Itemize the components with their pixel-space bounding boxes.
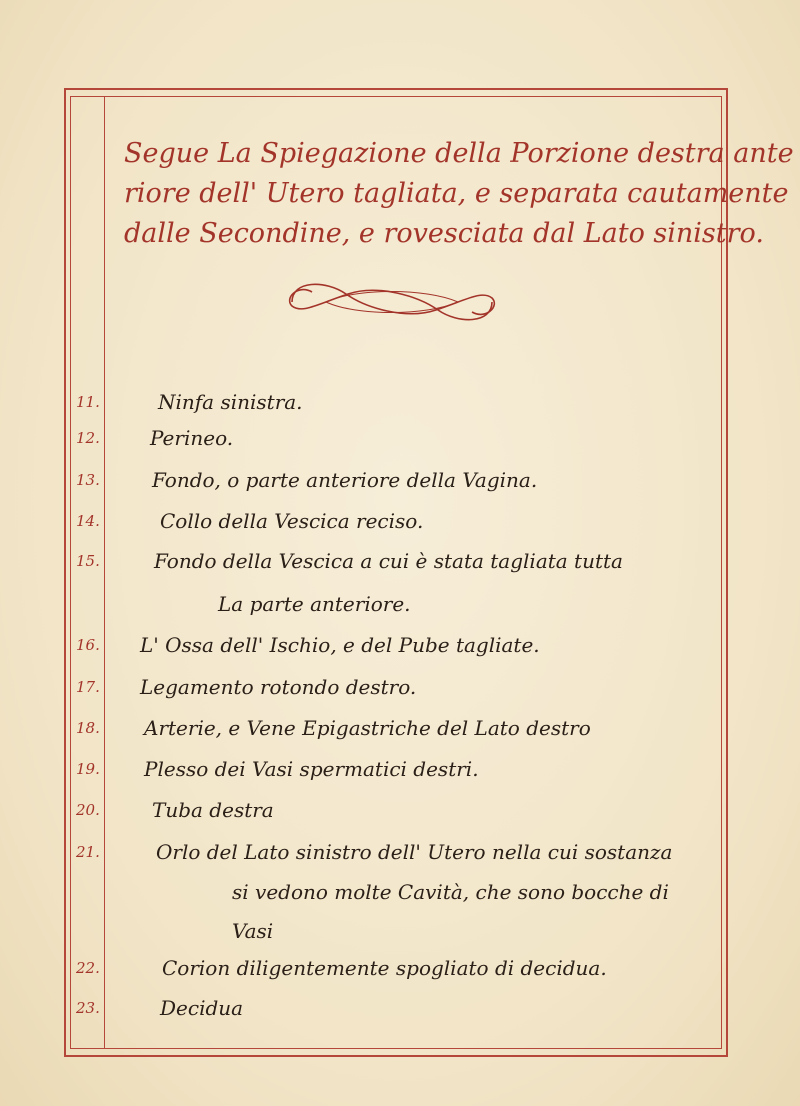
item-number: 23.: [76, 999, 100, 1017]
item-text: Perineo.: [150, 426, 234, 450]
item-text: Decidua: [160, 996, 244, 1020]
item-text-continuation: La parte anteriore.: [218, 592, 411, 616]
title-line-3: dalle Secondine, e rovesciata dal Lato sinistro.: [124, 218, 764, 249]
list-item: [0, 384, 800, 420]
list-item: [0, 543, 800, 579]
item-number: 22.: [76, 959, 100, 977]
title-line-1: Segue La Spiegazione della Porzione destra ante: [124, 138, 794, 169]
item-number: 13.: [76, 471, 100, 489]
list-item-continuation: [0, 586, 800, 622]
list-item-continuation: [0, 874, 800, 910]
list-item: [0, 462, 800, 498]
item-text: Legamento rotondo destro.: [140, 675, 417, 699]
list-item: [0, 834, 800, 870]
item-number: 16.: [76, 636, 100, 654]
item-number: 17.: [76, 678, 100, 696]
list-item: [0, 950, 800, 986]
item-text: Tuba destra: [152, 798, 274, 822]
item-number: 14.: [76, 512, 100, 530]
item-text-continuation: si vedono molte Cavità, che sono bocche di: [232, 880, 669, 904]
page-title: [124, 134, 794, 254]
item-number: 20.: [76, 801, 100, 819]
list-item: [0, 627, 800, 663]
item-number: 12.: [76, 429, 100, 447]
item-text: Orlo del Lato sinistro dell' Utero nella cui sostanza: [156, 840, 673, 864]
list-item: [0, 710, 800, 746]
item-text: Plesso dei Vasi spermatici destri.: [144, 757, 479, 781]
list-item: [0, 503, 800, 539]
item-text: Corion diligentemente spogliato di decidua.: [162, 956, 607, 980]
item-number: 18.: [76, 719, 100, 737]
item-text-continuation: Vasi: [232, 919, 274, 943]
item-text: Collo della Vescica reciso.: [160, 509, 424, 533]
flourish-ornament: [286, 272, 498, 332]
item-text: Arterie, e Vene Epigastriche del Lato destro: [144, 716, 591, 740]
list-item: [0, 990, 800, 1026]
item-number: 21.: [76, 843, 100, 861]
item-number: 19.: [76, 760, 100, 778]
list-item: [0, 669, 800, 705]
list-item: [0, 792, 800, 828]
item-text: Fondo della Vescica a cui è stata tagliata tutta: [154, 549, 623, 573]
list-item: [0, 751, 800, 787]
item-number: 15.: [76, 552, 100, 570]
list-item-continuation: [0, 913, 800, 949]
item-text: Fondo, o parte anteriore della Vagina.: [152, 468, 538, 492]
title-line-2: riore dell' Utero tagliata, e separata cautamente: [124, 178, 789, 209]
item-text: Ninfa sinistra.: [158, 390, 303, 414]
item-text: L' Ossa dell' Ischio, e del Pube tagliate.: [140, 633, 540, 657]
list-item: [0, 420, 800, 456]
item-number: 11.: [76, 393, 100, 411]
